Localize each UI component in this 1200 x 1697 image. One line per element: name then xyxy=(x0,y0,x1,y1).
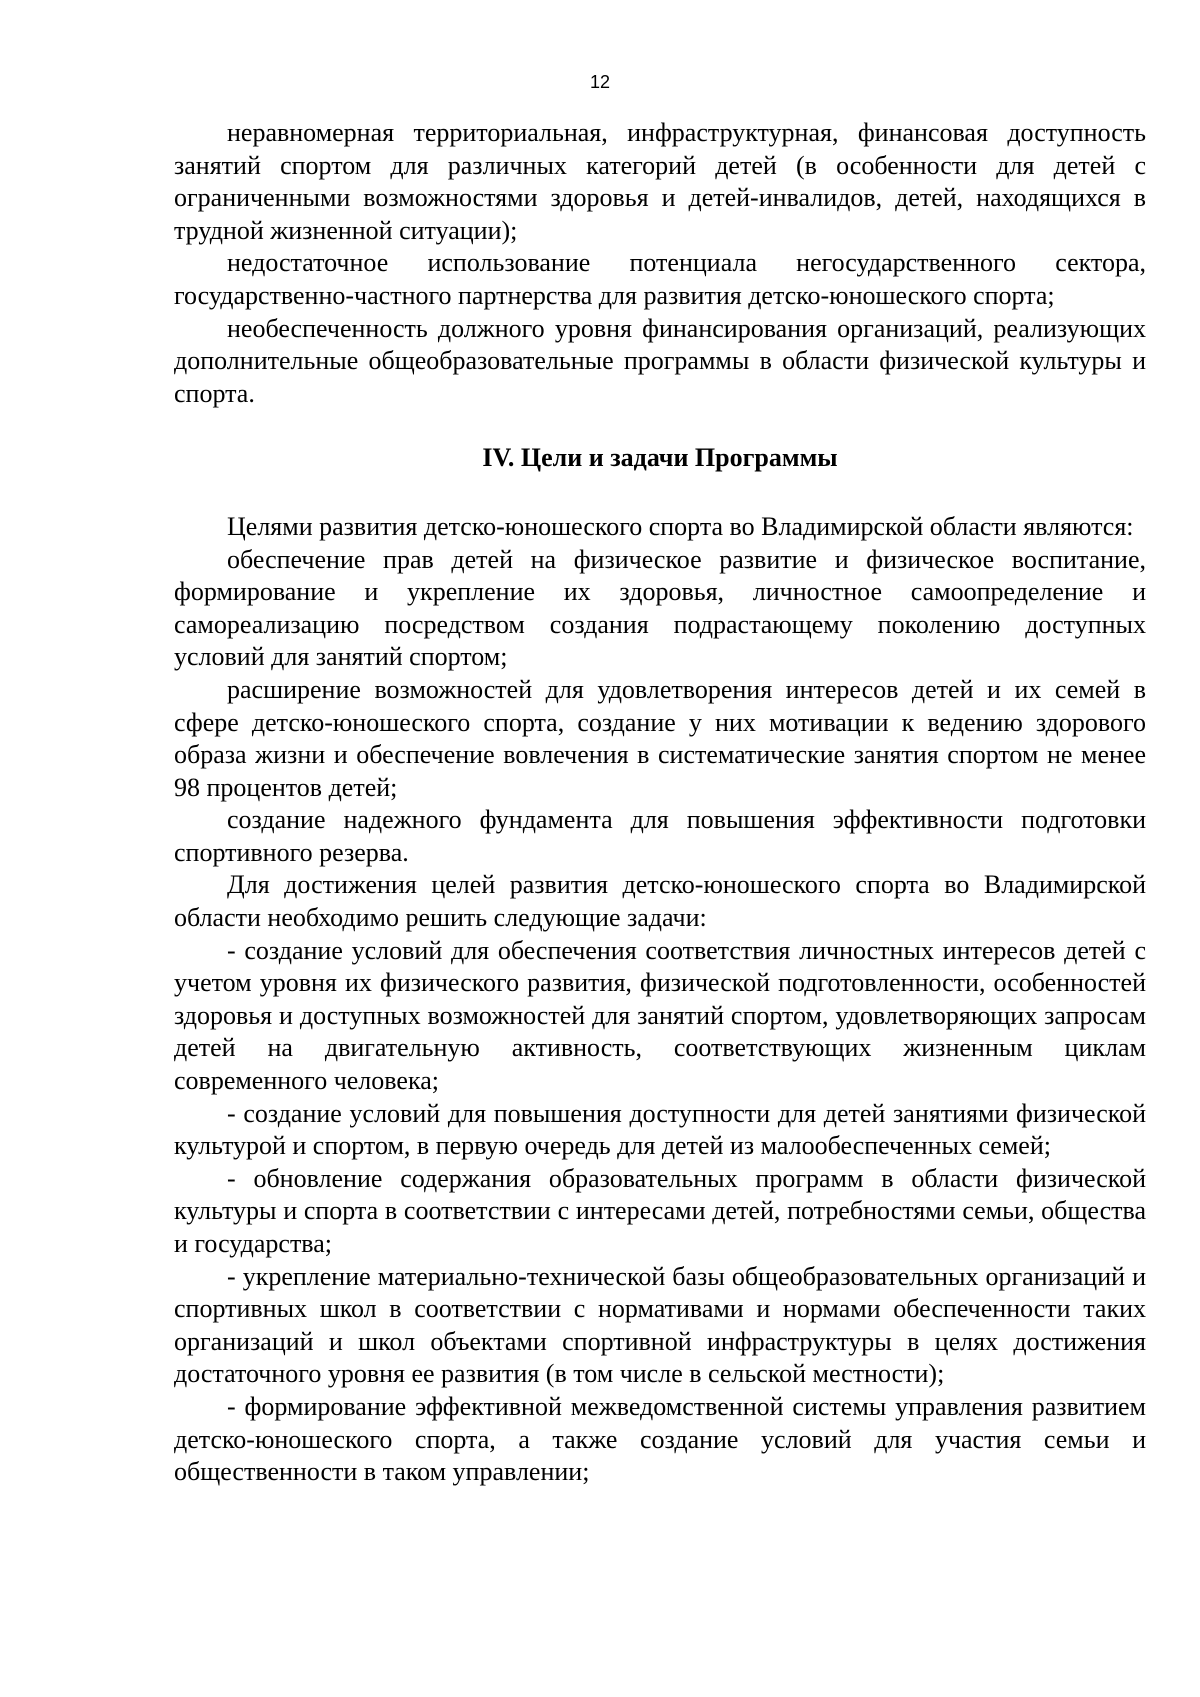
paragraph-goal-rights: обеспечение прав детей на физическое развитие и физическое воспитание, формирование и укрепление их здоровья, личностное самоопределение и самореализацию посредством создания подрастающему поколению доступных условий для занятий спортом; xyxy=(174,544,1146,672)
paragraph-task-infrastructure: - укрепление материально-технической базы общеобразовательных организаций и спортивных школ в соответствии с нормативами и нормами обеспеченности таких организаций и школ объектами спортивной инфраструктуры в целях достижения достаточного уровня ее развития (в том числе в сельской местности); xyxy=(174,1261,1146,1389)
paragraph-task-programs: - обновление содержания образовательных программ в области физической культуры и спорта в соответствии с интересами детей, потребностями семьи, общества и государства; xyxy=(174,1163,1146,1258)
spacer xyxy=(174,475,1146,511)
paragraph-task-management: - формирование эффективной межведомственной системы управления развитием детско-юношеского спорта, а также создание условий для участия семьи и общественности в таком управлении; xyxy=(174,1391,1146,1487)
paragraph-task-conditions: - создание условий для обеспечения соответствия личностных интересов детей с учетом уровня их физического развития, физической подготовленности, особенностей здоровья и доступных возможностей для занятий спортом, удовлетворяющих запросам детей на двигательную активность, соответствующих жизненным циклам современного человека; xyxy=(174,935,1146,1096)
paragraph-goal-opportunities: расширение возможностей для удовлетворения интересов детей и их семей в сфере детско-юношеского спорта, создание у них мотивации к ведению здорового образа жизни и обеспечение вовлечения в систематические занятия спортом не менее 98 процентов детей; xyxy=(174,674,1146,802)
paragraph-uneven-access: неравномерная территориальная, инфраструктурная, финансовая доступность занятий спортом для различных категорий детей (в особенности для детей с ограниченными возможностями здоровья и детей-инвалидов, детей, находящихся в трудной жизненной ситуации); xyxy=(174,118,1146,245)
document-body xyxy=(174,117,1146,1489)
paragraph-financing: необеспеченность должного уровня финансирования организаций, реализующих дополнительные общеобразовательные программы в области физической культуры и спорта. xyxy=(174,313,1146,408)
paragraph-nongov-sector: недостаточное использование потенциала негосударственного сектора, государственно-частного партнерства для развития детско-юношеского спорта; xyxy=(174,248,1146,310)
paragraph-goal-foundation: создание надежного фундамента для повышения эффективности подготовки спортивного резерва. xyxy=(174,805,1146,867)
page-number: 12 xyxy=(589,72,611,92)
section-heading: IV. Цели и задачи Программы xyxy=(482,443,838,473)
paragraph-task-accessibility: - создание условий для повышения доступности для детей занятиями физической культурой и спортом, в первую очередь для детей из малообеспеченных семей; xyxy=(174,1098,1146,1161)
paragraph-goals-intro: Целями развития детско-юношеского спорта во Владимирской области являются: xyxy=(227,511,1134,541)
spacer xyxy=(174,410,1146,442)
paragraph-tasks-intro: Для достижения целей развития детско-юношеского спорта во Владимирской области необходимо решить следующие задачи: xyxy=(174,870,1146,933)
